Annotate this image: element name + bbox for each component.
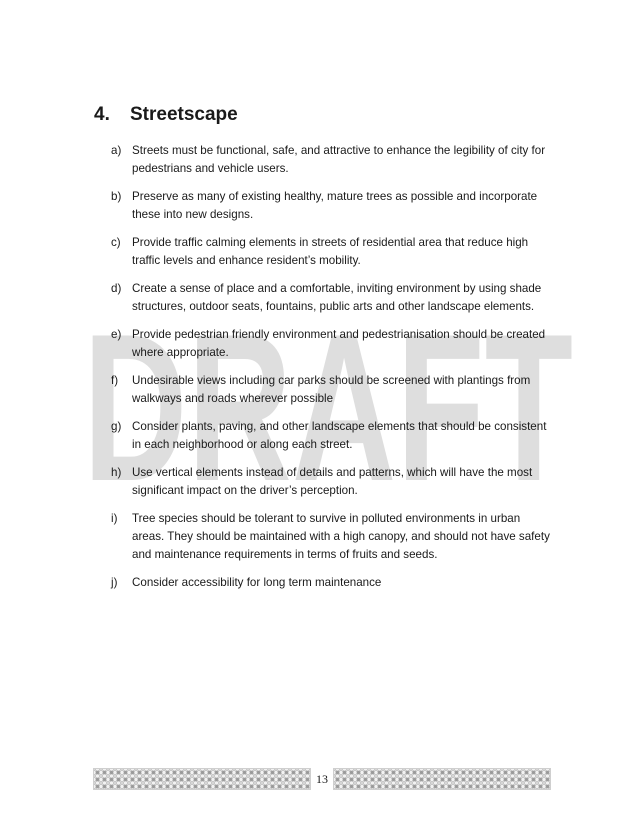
list-item xyxy=(111,372,551,408)
list-marker: a) xyxy=(111,144,122,157)
list-item xyxy=(111,142,551,178)
list-item xyxy=(111,574,551,592)
list-marker: i) xyxy=(111,512,118,525)
list-item xyxy=(111,418,551,454)
list-item-text: Preserve as many of existing healthy, mature trees as possible and incorporate these into new designs. xyxy=(132,190,538,221)
list-item-text: Consider plants, paving, and other landscape elements that should be consistent in each neighborhood or along each street. xyxy=(132,420,547,451)
section-title: Streetscape xyxy=(130,104,238,125)
list-item-text: Provide traffic calming elements in streets of residential area that reduce high traffic levels and enhance resident’s mobility. xyxy=(132,236,529,267)
section-number: 4. xyxy=(94,104,110,125)
list-marker: d) xyxy=(111,282,122,295)
list-item xyxy=(111,464,551,500)
list-item-text: Consider accessibility for long term maintenance xyxy=(132,576,382,589)
list-marker: c) xyxy=(111,236,121,249)
list-item xyxy=(111,280,551,316)
footer-pattern-left xyxy=(93,768,311,790)
list-item-text: Create a sense of place and a comfortable, inviting environment by using shade structures, outdoor seats, fountains, public arts and other landscape elements. xyxy=(132,282,542,313)
list-item-text: Use vertical elements instead of details and patterns, which will have the most significant impact on the driver’s perception. xyxy=(132,466,533,497)
list-marker: g) xyxy=(111,420,122,433)
list-marker: e) xyxy=(111,328,122,341)
list-item-text: Streets must be functional, safe, and attractive to enhance the legibility of city for pedestrians and vehicle users. xyxy=(132,144,546,175)
list-item xyxy=(111,510,551,564)
page-footer xyxy=(93,768,551,790)
list-marker: f) xyxy=(111,374,119,387)
list-item xyxy=(111,326,551,362)
list-marker: b) xyxy=(111,190,122,203)
guidelines-list xyxy=(111,142,551,602)
page-number: 13 xyxy=(316,771,328,786)
list-item-text: Undesirable views including car parks should be screened with plantings from walkways and roads wherever possible xyxy=(132,374,531,405)
list-marker: h) xyxy=(111,466,122,479)
draft-watermark-text: DRAFT xyxy=(83,300,573,500)
footer-pattern-right xyxy=(333,768,551,790)
list-item-text: Tree species should be tolerant to survive in polluted environments in urban areas. They should be maintained with a high canopy, and should not have safety and maintenance requirements in terms of fruits and seeds. xyxy=(132,512,550,561)
list-item xyxy=(111,188,551,224)
section-heading xyxy=(94,104,238,126)
list-item xyxy=(111,234,551,270)
list-marker: j) xyxy=(111,576,118,589)
list-item-text: Provide pedestrian friendly environment and pedestrianisation should be created where appropriate. xyxy=(132,328,546,359)
